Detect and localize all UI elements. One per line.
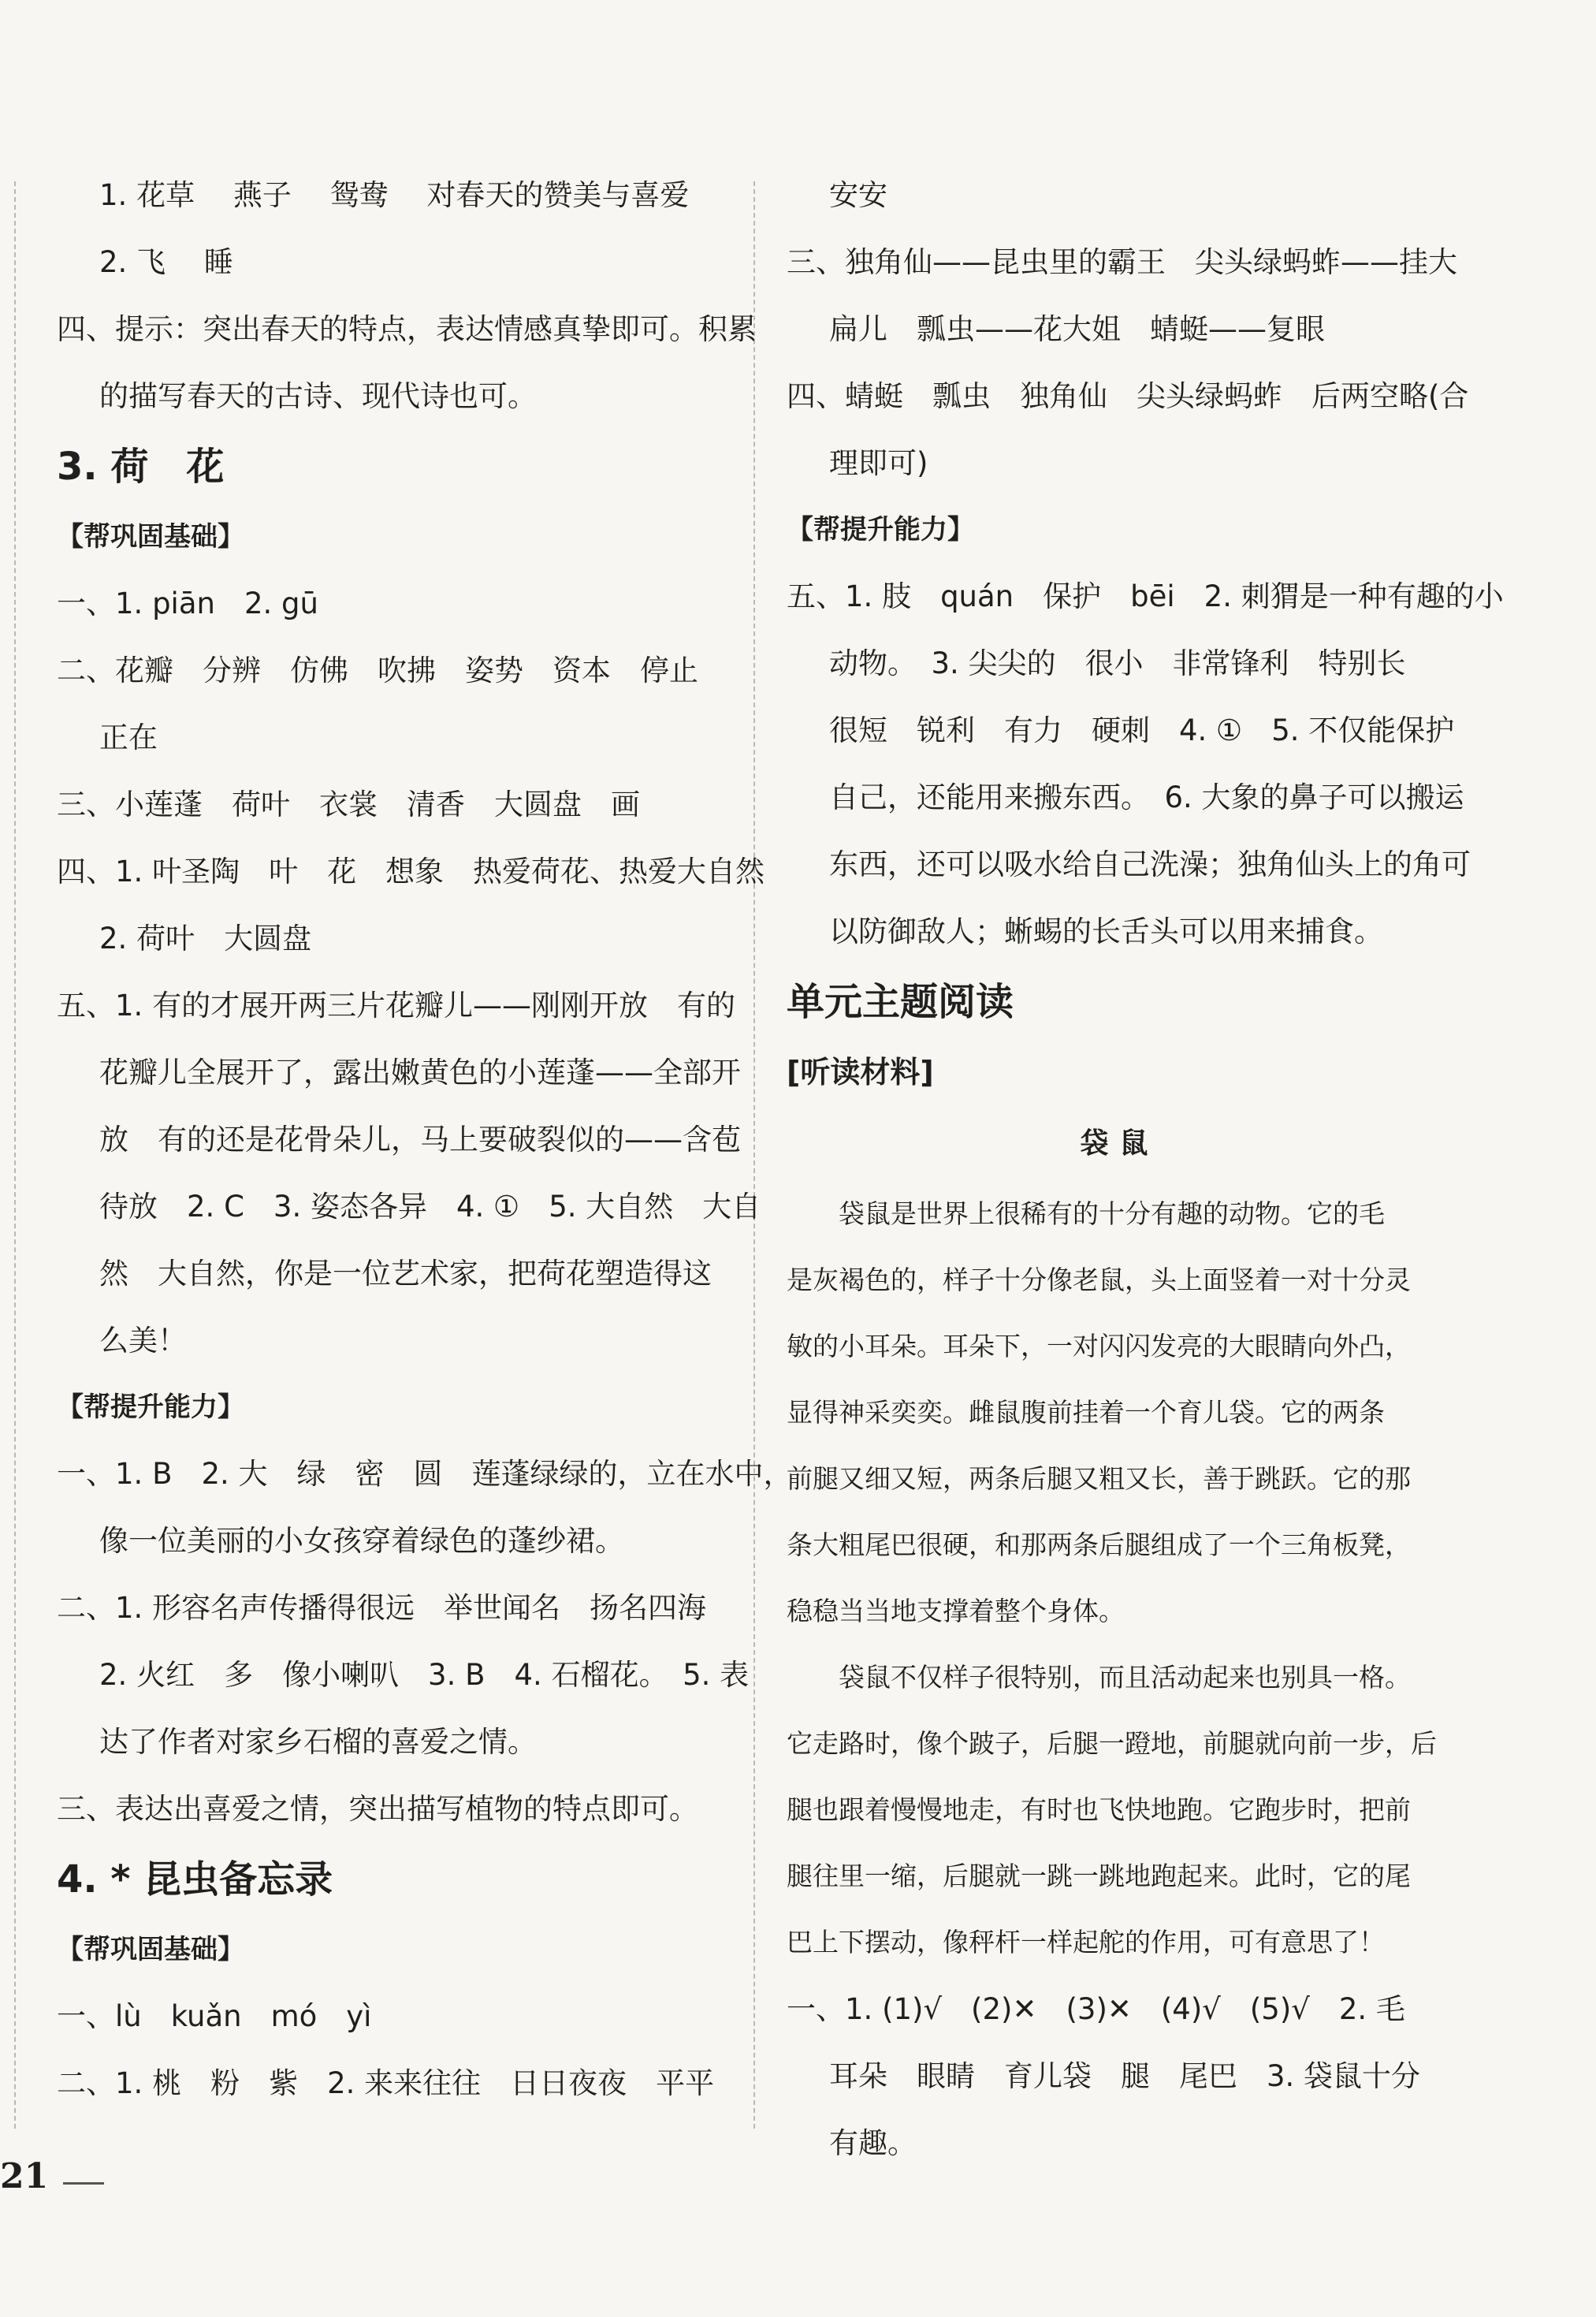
answer-line: 1. 花草 燕子 鸳鸯 对春天的赞美与喜爱 bbox=[99, 178, 690, 212]
answer-line: 东西，还可以吸水给自己洗澡；独角仙头上的角可 bbox=[829, 847, 1471, 881]
story-line: 敏的小耳朵。耳朵下，一对闪闪发亮的大眼睛向外凸， bbox=[787, 1331, 1411, 1362]
story-line: 腿也跟着慢慢地走，有时也飞快地跑。它跑步时，把前 bbox=[787, 1794, 1411, 1825]
answer-line: 安安 bbox=[829, 178, 887, 212]
section-tag: 【帮巩固基础】 bbox=[57, 1934, 244, 1965]
lesson-title-insect: 4. * 昆虫备忘录 bbox=[57, 1857, 333, 1902]
section-tag: 【帮巩固基础】 bbox=[57, 521, 244, 553]
answer-line: 2. 飞 睡 bbox=[99, 245, 233, 279]
answer-line: 五、1. 有的才展开两三片花瓣儿——刚刚开放 有的 bbox=[57, 989, 736, 1023]
story-line: 条大粗尾巴很硬，和那两条后腿组成了一个三角板凳， bbox=[787, 1529, 1411, 1560]
answer-line: 五、1. 肢 quán 保护 bēi 2. 刺猬是一种有趣的小 bbox=[787, 579, 1504, 613]
unit-reading-title: 单元主题阅读 bbox=[787, 980, 1014, 1024]
column-divider bbox=[753, 181, 755, 2129]
story-line: 是灰褐色的，样子十分像老鼠，头上面竖着一对十分灵 bbox=[787, 1265, 1411, 1295]
story-title: 袋鼠 bbox=[1080, 1127, 1159, 1160]
answer-line: 四、提示：突出春天的特点，表达情感真挚即可。积累 bbox=[57, 312, 757, 346]
answer-line: 花瓣儿全展开了，露出嫩黄色的小莲蓬——全部开 bbox=[99, 1056, 741, 1090]
answer-line: 然 大自然，你是一位艺术家，把荷花塑造得这 bbox=[99, 1257, 712, 1291]
answer-line: 二、1. 桃 粉 紫 2. 来来往往 日日夜夜 平平 bbox=[57, 2066, 715, 2100]
answer-line: 四、1. 叶圣陶 叶 花 想象 热爱荷花、热爱大自然 bbox=[57, 855, 765, 888]
story-line: 腿往里一缩，后腿就一跳一跳地跑起来。此时，它的尾 bbox=[787, 1861, 1411, 1891]
story-line: 巴上下摆动，像秤杆一样起舵的作用，可有意思了！ bbox=[787, 1927, 1385, 1958]
answer-line: 2. 荷叶 大圆盘 bbox=[99, 922, 312, 955]
answer-line: 的描写春天的古诗、现代诗也可。 bbox=[99, 379, 537, 413]
answer-line: 理即可) bbox=[829, 446, 928, 480]
answer-line: 三、表达出喜爱之情，突出描写植物的特点即可。 bbox=[57, 1792, 698, 1826]
page-number-dash bbox=[63, 2182, 104, 2185]
answer-line: 耳朵 眼睛 育儿袋 腿 尾巴 3. 袋鼠十分 bbox=[829, 2059, 1421, 2093]
answer-line: 一、lù kuǎn mó yì bbox=[57, 1999, 372, 2033]
answer-line: 一、1. piān 2. gū bbox=[57, 587, 318, 620]
lesson-title-lotus: 3. 荷 花 bbox=[57, 445, 225, 489]
story-line: 它走路时，像个跛子，后腿一蹬地，前腿就向前一步，后 bbox=[787, 1728, 1437, 1759]
answer-line: 达了作者对家乡石榴的喜爱之情。 bbox=[99, 1725, 537, 1759]
answer-line: 二、花瓣 分辨 仿佛 吹拂 姿势 资本 停止 bbox=[57, 654, 698, 687]
story-line: 袋鼠是世界上很稀有的十分有趣的动物。它的毛 bbox=[839, 1198, 1385, 1229]
story-line: 显得神采奕奕。雌鼠腹前挂着一个育儿袋。它的两条 bbox=[787, 1397, 1385, 1428]
right-column bbox=[787, 162, 1504, 2177]
answer-line: 待放 2. C 3. 姿态各异 4. ① 5. 大自然 大自 bbox=[99, 1190, 761, 1224]
section-tag: 【帮提升能力】 bbox=[57, 1391, 244, 1423]
answer-line: 三、独角仙——昆虫里的霸王 尖头绿蚂蚱——挂大 bbox=[787, 245, 1457, 279]
answer-line: 像一位美丽的小女孩穿着绿色的蓬纱裙。 bbox=[99, 1524, 624, 1558]
answer-line: 四、蜻蜓 瓢虫 独角仙 尖头绿蚂蚱 后两空略(合 bbox=[787, 379, 1469, 413]
answer-line: 放 有的还是花骨朵儿，马上要破裂似的——含苞 bbox=[99, 1123, 741, 1157]
answer-line: 一、1. B 2. 大 绿 密 圆 莲蓬绿绿的，立在水中， bbox=[57, 1457, 793, 1491]
answer-line: 很短 锐利 有力 硬刺 4. ① 5. 不仅能保护 bbox=[829, 713, 1455, 747]
answer-line: 动物。 3. 尖尖的 很小 非常锋利 特别长 bbox=[829, 646, 1406, 680]
answer-line: 二、1. 形容名声传播得很远 举世闻名 扬名四海 bbox=[57, 1591, 707, 1625]
answer-line: 一、1. (1)√ (2)✕ (3)✕ (4)√ (5)√ 2. 毛 bbox=[787, 1992, 1405, 2026]
listening-material-tag: [听读材料] bbox=[787, 1055, 934, 1090]
story-line: 袋鼠不仅样子很特别，而且活动起来也别具一格。 bbox=[839, 1662, 1411, 1693]
answer-line: 么美！ bbox=[99, 1324, 187, 1358]
section-tag: 【帮提升能力】 bbox=[787, 514, 974, 546]
answer-line: 以防御敌人；蜥蜴的长舌头可以用来捕食。 bbox=[829, 915, 1383, 948]
answer-line: 2. 火红 多 像小喇叭 3. B 4. 石榴花。 5. 表 bbox=[99, 1658, 750, 1692]
left-column bbox=[57, 162, 793, 2117]
answer-line: 三、小莲蓬 荷叶 衣裳 清香 大圆盘 画 bbox=[57, 788, 640, 821]
answer-line: 有趣。 bbox=[829, 2126, 917, 2160]
page-number: 21 bbox=[0, 2156, 49, 2196]
story-line: 稳稳当当地支撑着整个身体。 bbox=[787, 1596, 1125, 1626]
answer-line: 正在 bbox=[99, 721, 158, 754]
answer-line: 扁儿 瓢虫——花大姐 蜻蜓——复眼 bbox=[829, 312, 1325, 346]
left-margin-line bbox=[14, 181, 16, 2129]
story-line: 前腿又细又短，两条后腿又粗又长，善于跳跃。它的那 bbox=[787, 1463, 1411, 1494]
answer-line: 自己，还能用来搬东西。 6. 大象的鼻子可以搬运 bbox=[829, 780, 1464, 814]
